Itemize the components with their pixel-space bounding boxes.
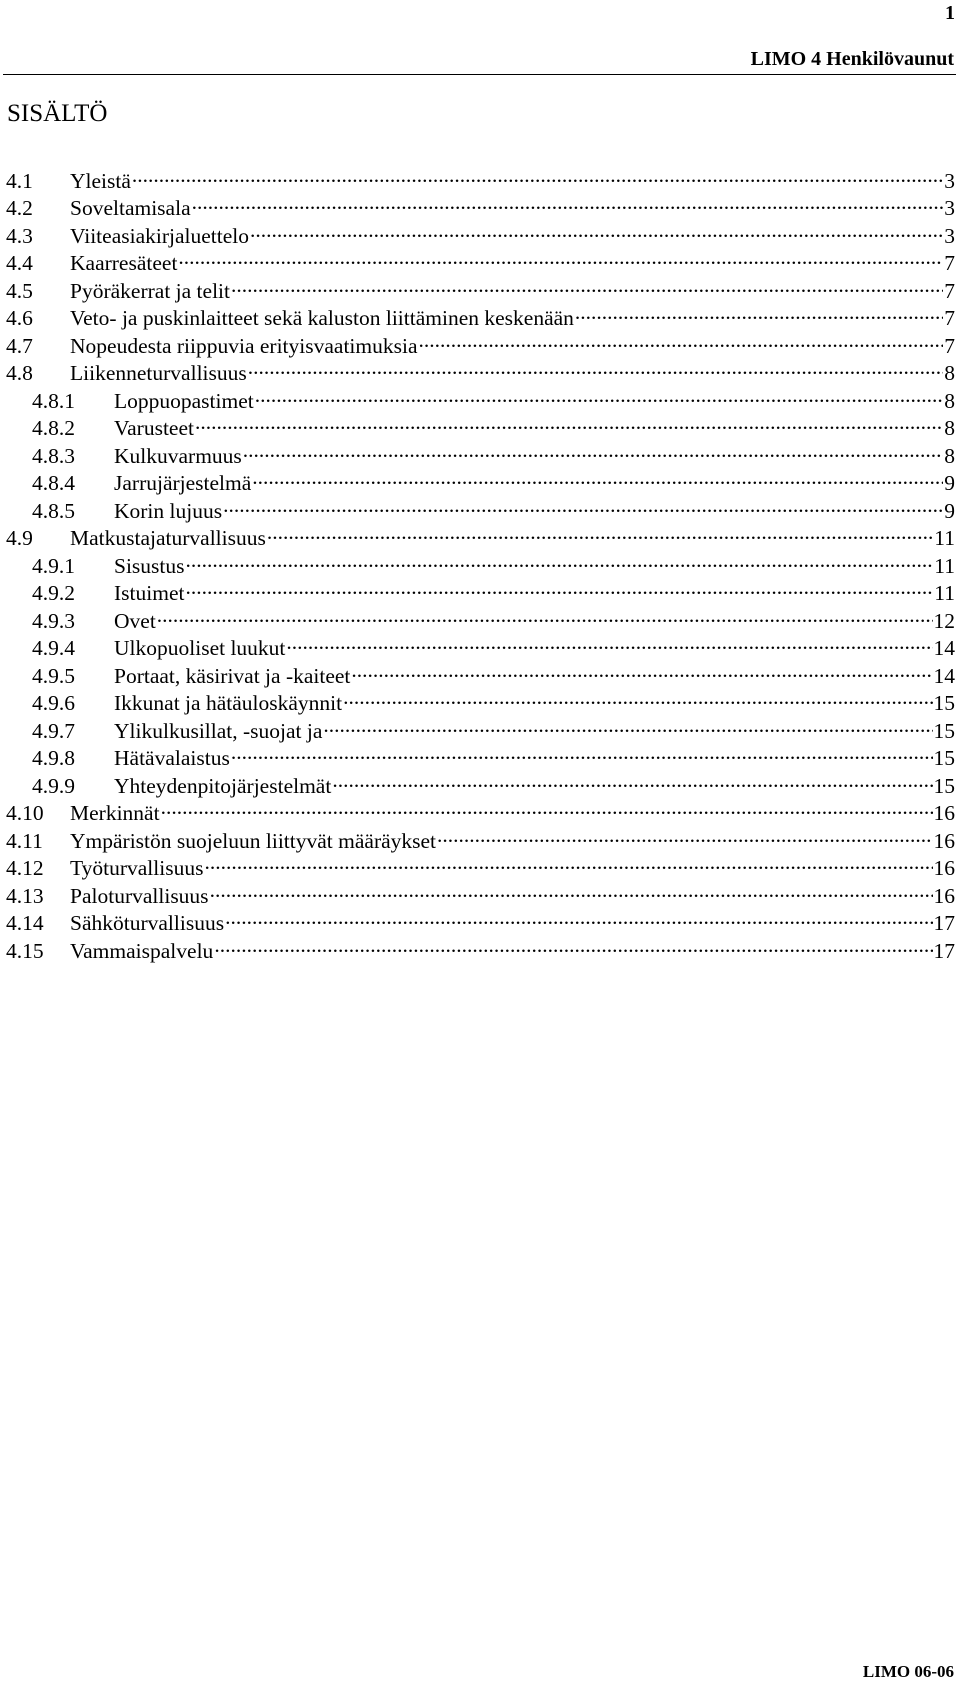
- toc-dot-leader: [204, 854, 932, 876]
- toc-entry-page: 8: [944, 388, 955, 413]
- toc-entry[interactable]: [6, 331, 955, 359]
- toc-entry-title: Ovet: [114, 608, 156, 633]
- toc-entry-number: 4.2: [6, 196, 33, 220]
- toc-list: [6, 166, 955, 964]
- toc-entry-title: Ikkunat ja hätäuloskäynnit: [114, 691, 343, 715]
- toc-dot-leader: [186, 551, 934, 573]
- toc-dot-leader: [132, 166, 943, 188]
- toc-entry[interactable]: [6, 386, 955, 414]
- toc-entry-number: 4.11: [6, 828, 43, 853]
- toc-dot-leader: [419, 331, 944, 353]
- toc-entry-title: Loppuopastimet: [114, 388, 254, 413]
- toc-entry-title: Yhteydenpitojärjestelmät: [114, 773, 332, 798]
- toc-entry[interactable]: [6, 469, 955, 497]
- toc-dot-leader: [210, 881, 933, 903]
- toc-dot-leader: [195, 414, 943, 436]
- toc-entry-page: 15: [933, 718, 955, 743]
- toc-entry[interactable]: [6, 276, 955, 304]
- toc-entry-page: 15: [933, 691, 955, 715]
- toc-entry-number: 4.1: [6, 168, 33, 193]
- toc-entry-number: 4.14: [6, 911, 44, 935]
- toc-entry-number: 4.8.5: [32, 498, 75, 523]
- toc-entry-number: 4.7: [6, 333, 33, 358]
- toc-entry[interactable]: [6, 716, 955, 744]
- toc-entry[interactable]: [6, 661, 955, 689]
- toc-entry[interactable]: [6, 579, 955, 607]
- toc-entry-page: 16: [933, 828, 955, 853]
- toc-entry-page: 15: [933, 746, 955, 770]
- toc-entry-page: 3: [944, 196, 955, 220]
- toc-entry-number: 4.9.8: [32, 746, 75, 770]
- toc-entry-title: Soveltamisala: [70, 196, 191, 220]
- toc-entry-number: 4.8.3: [32, 443, 75, 468]
- running-header: LIMO 4 Henkilövaunut: [750, 48, 954, 70]
- toc-entry-title: Sähköturvallisuus: [70, 911, 225, 935]
- toc-entry-page: 11: [934, 526, 955, 550]
- toc-entry-number: 4.9.9: [32, 773, 75, 798]
- toc-entry-title: Matkustajaturvallisuus: [70, 526, 266, 550]
- toc-dot-leader: [248, 359, 944, 381]
- toc-entry-page: 8: [944, 416, 955, 440]
- toc-entry-page: 17: [933, 911, 955, 935]
- toc-entry-page: 16: [933, 856, 955, 880]
- toc-entry-number: 4.12: [6, 856, 44, 880]
- toc-entry-title: Ylikulkusillat, -suojat ja: [114, 718, 323, 743]
- footer-code: LIMO 06-06: [862, 1662, 954, 1681]
- toc-entry[interactable]: [6, 606, 955, 634]
- toc-entry-page: 9: [944, 498, 955, 523]
- toc-entry-page: 14: [933, 636, 955, 660]
- toc-dot-leader: [157, 606, 933, 628]
- toc-entry-page: 7: [944, 333, 955, 358]
- toc-entry[interactable]: [6, 826, 955, 854]
- toc-entry-title: Portaat, käsirivat ja -kaiteet: [114, 663, 351, 688]
- toc-entry-number: 4.8.4: [32, 471, 75, 495]
- toc-entry-page: 16: [933, 883, 955, 908]
- toc-title: SISÄLTÖ: [7, 100, 108, 127]
- toc-entry-number: 4.9.3: [32, 608, 75, 633]
- toc-entry-title: Työturvallisuus: [70, 856, 204, 880]
- toc-dot-leader: [323, 716, 932, 738]
- toc-entry[interactable]: [6, 359, 955, 387]
- toc-entry-title: Ulkopuoliset luukut: [114, 636, 286, 660]
- toc-dot-leader: [225, 909, 932, 931]
- toc-entry-page: 17: [933, 938, 955, 963]
- toc-entry[interactable]: [6, 194, 955, 222]
- toc-entry[interactable]: [6, 771, 955, 799]
- toc-entry-title: Veto- ja puskinlaitteet sekä kaluston liittäminen keskenään: [70, 306, 574, 330]
- toc-entry[interactable]: [6, 441, 955, 469]
- toc-entry-number: 4.15: [6, 938, 44, 963]
- toc-entry-number: 4.4: [6, 251, 33, 275]
- toc-dot-leader: [231, 276, 943, 298]
- toc-dot-leader: [437, 826, 932, 848]
- toc-entry-page: 14: [933, 663, 955, 688]
- toc-entry-number: 4.10: [6, 801, 44, 825]
- toc-dot-leader: [231, 744, 933, 766]
- toc-entry-page: 7: [944, 278, 955, 303]
- toc-dot-leader: [214, 936, 932, 958]
- toc-entry-page: 11: [934, 553, 955, 578]
- toc-entry[interactable]: [6, 496, 955, 524]
- toc-entry-title: Istuimet: [114, 581, 185, 605]
- toc-entry-page: 7: [944, 251, 955, 275]
- header-rule: [3, 74, 956, 75]
- toc-entry[interactable]: [6, 936, 955, 964]
- toc-entry-number: 4.9.5: [32, 663, 75, 688]
- toc-entry[interactable]: [6, 689, 955, 717]
- page-number: 1: [945, 2, 955, 24]
- toc-dot-leader: [223, 496, 943, 518]
- toc-dot-leader: [267, 524, 933, 546]
- toc-entry-title: Varusteet: [114, 416, 194, 440]
- toc-entry-page: 3: [944, 223, 955, 248]
- toc-entry-page: 8: [944, 443, 955, 468]
- toc-entry-number: 4.6: [6, 306, 33, 330]
- toc-entry-number: 4.13: [6, 883, 44, 908]
- toc-entry-number: 4.8: [6, 361, 33, 385]
- toc-dot-leader: [252, 469, 943, 491]
- toc-dot-leader: [351, 661, 932, 683]
- toc-dot-leader: [185, 579, 933, 601]
- toc-entry-title: Vammaispalvelu: [70, 938, 214, 963]
- toc-entry[interactable]: [6, 221, 955, 249]
- toc-entry-page: 15: [933, 773, 955, 798]
- toc-entry-number: 4.8.1: [32, 388, 75, 413]
- toc-entry-title: Ympäristön suojeluun liittyvät määräykset: [70, 828, 437, 853]
- toc-dot-leader: [343, 689, 932, 711]
- toc-dot-leader: [161, 799, 933, 821]
- toc-dot-leader: [255, 386, 944, 408]
- toc-entry-page: 9: [944, 471, 955, 495]
- toc-dot-leader: [192, 194, 944, 216]
- toc-entry-number: 4.9.1: [32, 553, 75, 578]
- toc-entry-number: 4.3: [6, 223, 33, 248]
- toc-entry-title: Yleistä: [70, 168, 131, 193]
- toc-entry-number: 4.9.2: [32, 581, 75, 605]
- toc-entry-title: Jarrujärjestelmä: [114, 471, 252, 495]
- toc-dot-leader: [178, 249, 943, 271]
- toc-entry[interactable]: [6, 524, 955, 552]
- toc-entry-title: Hätävalaistus: [114, 746, 230, 770]
- toc-entry[interactable]: [6, 249, 955, 277]
- toc-dot-leader: [250, 221, 943, 243]
- toc-dot-leader: [332, 771, 932, 793]
- toc-entry-title: Paloturvallisuus: [70, 883, 209, 908]
- toc-entry[interactable]: [6, 551, 955, 579]
- toc-entry-title: Kaarresäteet: [70, 251, 178, 275]
- toc-entry-number: 4.9: [6, 526, 33, 550]
- toc-entry[interactable]: [6, 799, 955, 827]
- toc-entry-number: 4.8.2: [32, 416, 75, 440]
- toc-entry-title: Sisustus: [114, 553, 185, 578]
- toc-entry-page: 16: [933, 801, 955, 825]
- toc-entry-number: 4.9.4: [32, 636, 75, 660]
- toc-entry-page: 11: [934, 581, 955, 605]
- toc-entry[interactable]: [6, 634, 955, 662]
- toc-entry[interactable]: [6, 881, 955, 909]
- toc-entry[interactable]: [6, 744, 955, 772]
- toc-entry-title: Nopeudesta riippuvia erityisvaatimuksia: [70, 333, 418, 358]
- toc-entry[interactable]: [6, 909, 955, 937]
- toc-entry[interactable]: [6, 414, 955, 442]
- toc-entry-number: 4.5: [6, 278, 33, 303]
- toc-entry-title: Liikenneturvallisuus: [70, 361, 247, 385]
- toc-dot-leader: [286, 634, 932, 656]
- toc-entry-title: Kulkuvarmuus: [114, 443, 242, 468]
- toc-entry[interactable]: [6, 854, 955, 882]
- toc-entry-page: 12: [933, 608, 955, 633]
- toc-dot-leader: [243, 441, 943, 463]
- toc-entry-page: 3: [944, 168, 955, 193]
- toc-entry-title: Viiteasiakirjaluettelo: [70, 223, 250, 248]
- toc-entry-number: 4.9.6: [32, 691, 75, 715]
- toc-entry[interactable]: [6, 304, 955, 332]
- toc-entry-title: Pyöräkerrat ja telit: [70, 278, 230, 303]
- toc-entry-page: 7: [944, 306, 955, 330]
- toc-dot-leader: [575, 304, 943, 326]
- toc-entry-title: Merkinnät: [70, 801, 160, 825]
- toc-entry-page: 8: [944, 361, 955, 385]
- toc-entry-title: Korin lujuus: [114, 498, 223, 523]
- toc-entry-number: 4.9.7: [32, 718, 75, 743]
- toc-entry[interactable]: [6, 166, 955, 194]
